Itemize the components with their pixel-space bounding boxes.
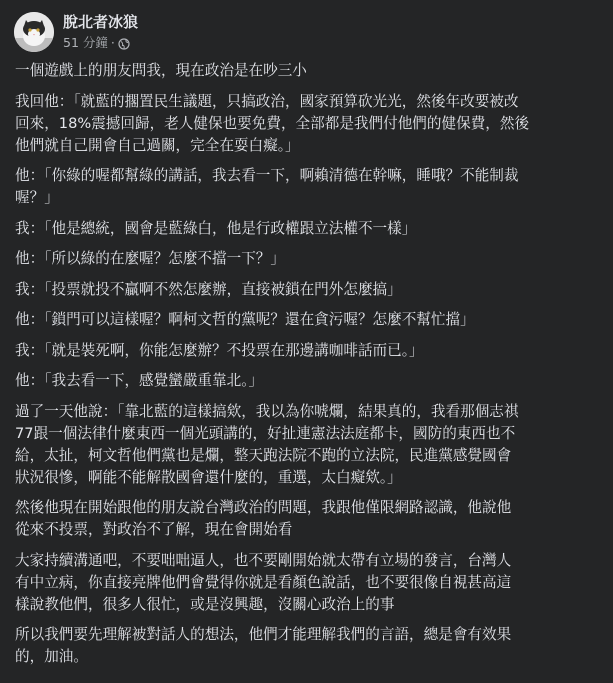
- post-paragraph: 他：「我去看一下，感覺蠻嚴重靠北。」: [15, 372, 264, 389]
- avatar[interactable]: [14, 12, 54, 52]
- post-paragraph: 我回他：「就藍的擱置民生議題，只搞政治，國家預算砍光光，然後年改要被改 回來，18%震撼回歸，老人健保也要免費，全部都是我們付他們的健保費，然後 他們就自己開會自己過關，完全在耍白癡。」: [15, 92, 530, 154]
- post-timestamp[interactable]: 51 分鐘: [63, 35, 108, 50]
- post-paragraph: 一個遊戲上的朋友問我，現在政治是在吵三小: [15, 62, 307, 79]
- author-name[interactable]: 脫北者冰狼: [63, 13, 139, 31]
- post-paragraph: 他：「鎖門可以這樣喔？啊柯文哲的黨呢？還在貪污喔？怎麼不幫忙擋」: [15, 311, 475, 328]
- post-paragraph: 我：「投票就投不贏啊不然怎麼辦，直接被鎖在門外怎麼搞」: [15, 280, 402, 298]
- post-paragraph: 我：「他是總統，國會是藍綠白，他是行政權跟立法權不一樣」: [15, 219, 417, 237]
- post-paragraph: 我：「就是裝死啊，你能怎麼辦？不投票在那邊講咖啡話而已。」: [15, 341, 424, 359]
- post-body: [15, 60, 605, 677]
- globe-icon[interactable]: [118, 37, 130, 49]
- post-paragraph: 所以我們要先理解被對話人的想法，他們才能理解我們的言語，總是會有效果 的，加油。: [15, 626, 512, 665]
- post-paragraph: 過了一天他說：「靠北藍的這樣搞欸，我以為你唬爛，結果真的，我看那個志祺 77跟一個法律什麼東西一個光頭講的，好扯連憲法法庭都卡，國防的東西也不 給，太扯，柯文哲他們黨也是爛，整天跑法院不跑的立法院，民進黨感覺國會 狀況很慘，啊能不能解散國會還什麼的，重選，太白癡欸。」: [15, 402, 519, 486]
- separator-dot: ·: [110, 35, 115, 50]
- post-paragraph: 他：「所以綠的在麼喔？怎麼不擋一下？」: [15, 250, 285, 267]
- post-subline: [63, 34, 138, 51]
- post-meta: [63, 13, 138, 51]
- post-header: [14, 10, 138, 54]
- cat-avatar-icon: [14, 12, 54, 52]
- post-paragraph: 大家持續溝通吧，不要咄咄逼人，也不要剛開始就太帶有立場的發言，台灣人 有中立病，你直接亮牌他們會覺得你就是看顏色說話，也不要很像自視甚高這 樣說教他們，很多人很忙，或是沒興趣，沒關心政治上的事: [15, 551, 512, 613]
- post-paragraph: 然後他現在開始跟他的朋友說台灣政治的問題，我跟他僅限網路認識，他說他 從來不投票，對政治不了解，現在會開始看: [15, 499, 512, 538]
- post-paragraph: 他：「你綠的喔都幫綠的講話，我去看一下，啊賴清德在幹嘛，睡哦？不能制裁 喔？」: [15, 167, 519, 206]
